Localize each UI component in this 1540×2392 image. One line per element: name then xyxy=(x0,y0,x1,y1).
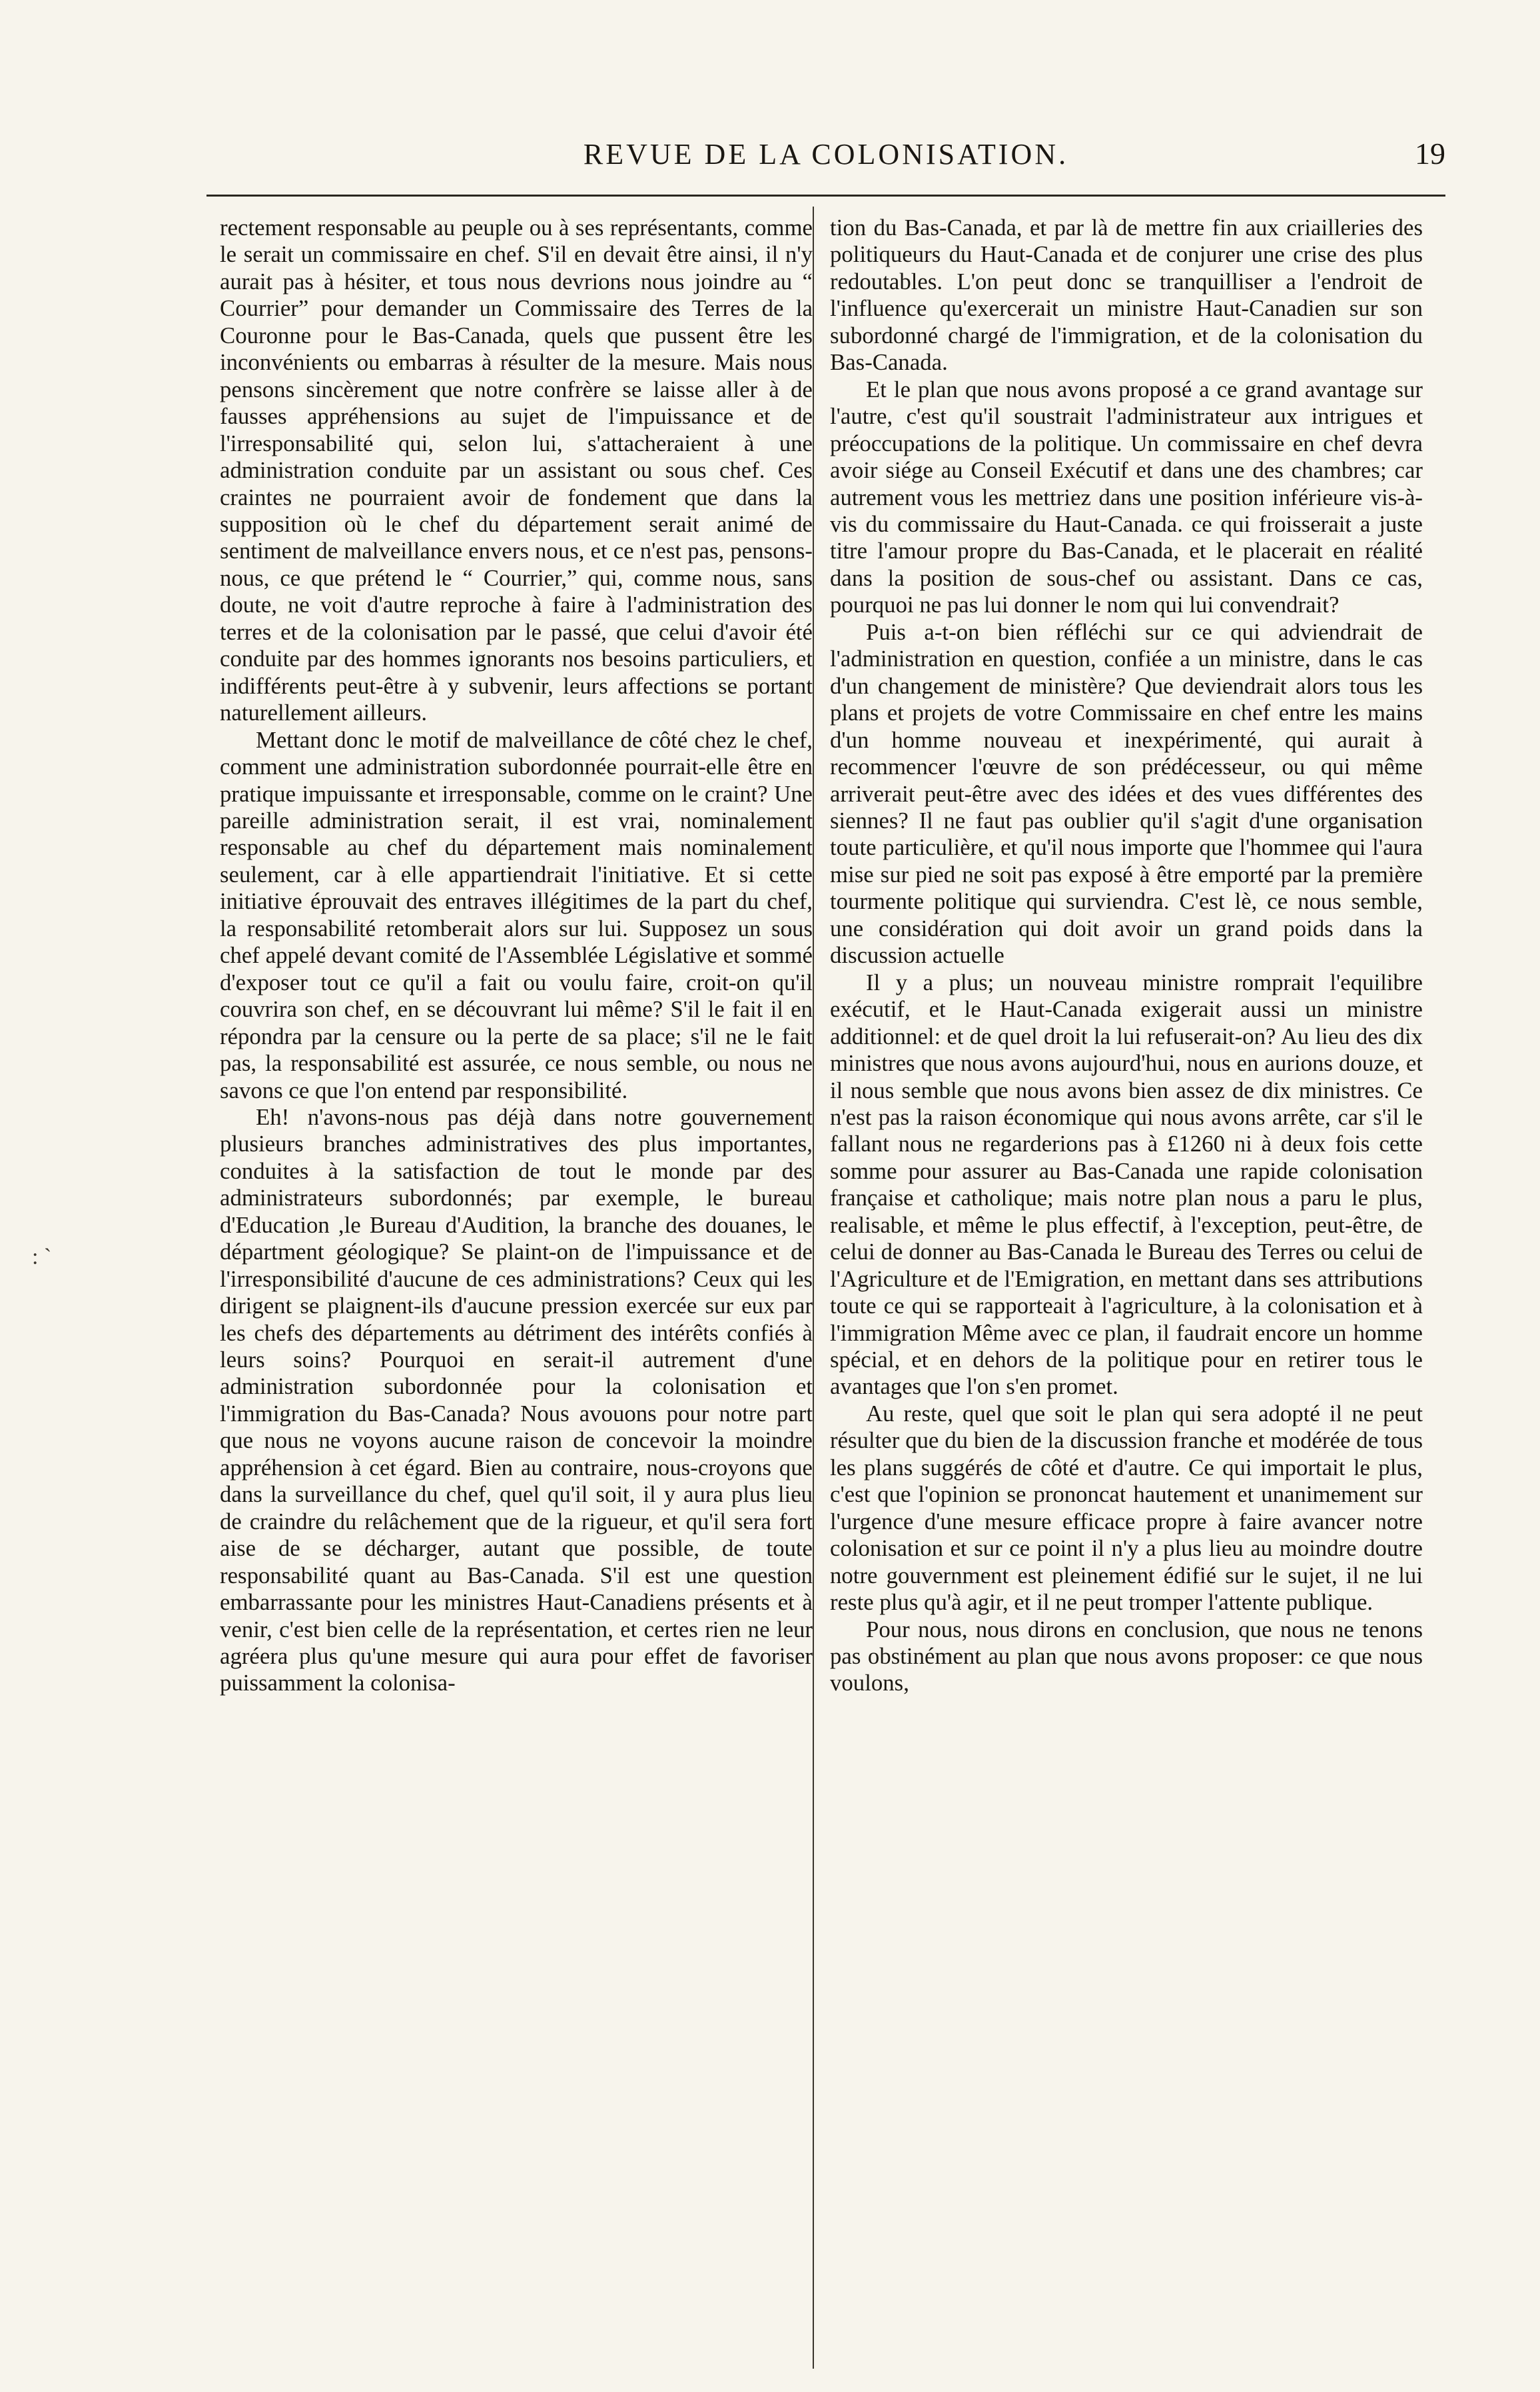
paragraph: tion du Bas-Canada, et par là de mettre fin aux criailleries des politiqueurs du Haut-Canada et de conjurer une crise des plus redoutables. L'on peut donc se tranquilliser a l'endroit de l'influence qu'exercerait un ministre Haut-Canadien sur son subordonné chargé de l'immigration, et de la colonisation du Bas-Canada. xyxy=(830,215,1423,376)
paragraph: Mettant donc le motif de malveillance de côté chez le chef, comment une administration subordonnée pourrait-elle être en pratique impuissante et irresponsable, comme on le craint? Une pareille administration serait, il est vrai, nominalement responsable au chef du département mais nominalement seulement, car à elle appartiendrait l'initiative. Et si cette initiative éprouvait des entraves illégitimes de la part du chef, la responsabilité retomberait alors sur lui. Supposez un sous chef appelé devant comité de l'Assemblée Législative et sommé d'exposer tout ce qu'il a fait ou voulu faire, croit-on qu'il couvrira son chef, en se découvrant lui même? S'il le fait il en répondra par la censure ou la perte de sa place; s'il ne le fait pas, la responsabilité est assurée, ce nous semble, ou nous ne savons ce que l'on entend par responsibilité. xyxy=(220,726,813,1103)
paragraph: Puis a-t-on bien réfléchi sur ce qui adviendrait de l'administration en question, confiée a un ministre, dans le cas d'un changement de ministère? Que deviendrait alors tous les plans et projets de votre Commissaire en chef entre les mains d'un homme nouveau et inexpérimenté, qui aurait à recommencer l'œuvre de son prédécesseur, ou qui même arriverait peut-être avec des idées et des vues différentes des siennes? Il ne faut pas oublier qu'il s'agit d'une organisation toute particulière, et qu'il nous importe que l'hommee qui l'aura mise sur pied ne soit pas exposé à être emporté par la première tourmente politique qui surviendra. C'est lè, ce nous semble, une considération qui doit avoir un grand poids dans la discussion actuelle xyxy=(830,618,1423,969)
paragraph: Et le plan que nous avons proposé a ce grand avantage sur l'autre, c'est qu'il soustrait l'administrateur aux intrigues et préoccupations de la politique. Un commissaire en chef devra avoir siége au Conseil Exécutif et dans une des chambres; car autrement vous les mettriez dans une position inférieure vis-à-vis du commissaire du Haut-Canada. ce qui froisserait a juste titre l'amour propre du Bas-Canada, et le placerait en réalité dans la position de sous-chef ou assistant. Dans ce cas, pourquoi ne pas lui donner le nom qui lui convendrait? xyxy=(830,376,1423,618)
paragraph: Au reste, quel que soit le plan qui sera adopté il ne peut résulter que du bien de la discussion franche et modérée de tous les plans suggérés de côté et d'autre. Ce qui importait le plus, c'est que l'opinion se prononcat hautement et unanimement sur l'urgence d'une mesure efficace propre à faire avancer notre colonisation et sur ce point il n'y a plus lieu au moindre doutre notre gouvernment est pleinement édifié sur le sujet, il ne lui reste plus qu'à agir, et il ne peut tromper l'attente publique. xyxy=(830,1400,1423,1616)
page-number: 19 xyxy=(1415,137,1445,171)
header-rule xyxy=(206,195,1445,197)
left-column xyxy=(220,215,813,1697)
paragraph: Eh! n'avons-nous pas déjà dans notre gouvernement plusieurs branches administratives des plus importantes, conduites à la satisfaction de tout le monde par des administrateurs subordonnés; par exemple, le bureau d'Education ,le Bureau d'Audition, la branche des douanes, le départment géologique? Se plaint-on de l'impuissance et de l'irresponsibilité d'aucune de ces administrations? Ceux qui les dirigent se plaignent-ils d'aucune pression exercée sur eux par les chefs des départements au détriment des intérêts confiés à leurs soins? Pourquoi en serait-il autrement d'une administration subordonnée pour la colonisation et l'immigration du Bas-Canada? Nous avouons pour notre part que nous ne voyons aucune raison de concevoir la moindre appréhension à cet égard. Bien au contraire, nous-croyons que dans la surveillance du chef, quel qu'il soit, il y aura plus lieu de craindre du relâchement que de la rigueur, et qu'il sera fort aise de se décharger, autant que possible, de toute responsabilité quant au Bas-Canada. S'il est une question embarrassante pour les ministres Haut-Canadiens présents et à venir, c'est bien celle de la représentation, et certes rien ne leur agréera plus qu'une mesure qui aura pour effet de favoriser puissamment la colonisa- xyxy=(220,1103,813,1696)
running-header xyxy=(206,131,1445,177)
paragraph: Il y a plus; un nouveau ministre romprait l'equilibre exécutif, et le Haut-Canada exigerait aussi un ministre additionnel: et de quel droit la lui refuserait-on? Au lieu des dix ministres que nous avons aujourd'hui, nous en aurions douze, et il nous semble que nous avons bien assez de dix ministres. Ce n'est pas la raison économique qui nous avons arrête, car s'il le fallant nous ne regarderions pas à £1260 ni à deux fois cette somme pour assurer au Bas-Canada une rapide colonisation française et catholique; mais notre plan nous a paru le plus, realisable, et même le plus effectif, à l'exception, peut-être, de celui de donner au Bas-Canada le Bureau des Terres ou celui de l'Agriculture et de l'Emigration, en mettant dans ses attributions toute ce qui se rapporteait à l'agriculture, à la colonisation et à l'immigration Même avec ce plan, il faudrait encore un homme spécial, et en dehors de la politique pour en retirer tous le avantages que l'on s'en promet. xyxy=(830,969,1423,1400)
margin-mark: : ` xyxy=(32,1245,52,1269)
paragraph: Pour nous, nous dirons en conclusion, que nous ne tenons pas obstinément au plan que nous avons proposer: ce que nous voulons, xyxy=(830,1616,1423,1696)
right-column xyxy=(830,215,1423,1697)
running-title: REVUE DE LA COLONISATION. xyxy=(583,138,1069,171)
paragraph: rectement responsable au peuple ou à ses représentants, comme le serait un commissaire en chef. S'il en devait être ainsi, il n'y aurait pas à hésiter, et tous nous devrions nous joindre au “ Courrier” pour demander un Commissaire des Terres de la Couronne pour le Bas-Canada, quels que pussent être les inconvénients ou embarras à résulter de la mesure. Mais nous pensons sincèrement que notre confrère se laisse aller à de fausses appréhensions au sujet de l'impuissance et de l'irresponsabilité qui, selon lui, s'attacheraient à une administration conduite par un assistant ou sous chef. Ces craintes ne pourraient avoir de fondement que dans la supposition où le chef du département serait animé de sentiment de malveillance envers nous, et ce n'est pas, pensons-nous, ce que prétend le “ Courrier,” qui, comme nous, sans doute, ne voit d'autre reproche à faire à l'administration des terres et de la colonisation par le passé, que celui d'avoir été conduite par des hommes ignorants nos besoins particuliers, et indifférents peut-être à y subvenir, leurs affections se portant naturellement ailleurs. xyxy=(220,215,813,726)
column-divider xyxy=(813,207,814,2369)
